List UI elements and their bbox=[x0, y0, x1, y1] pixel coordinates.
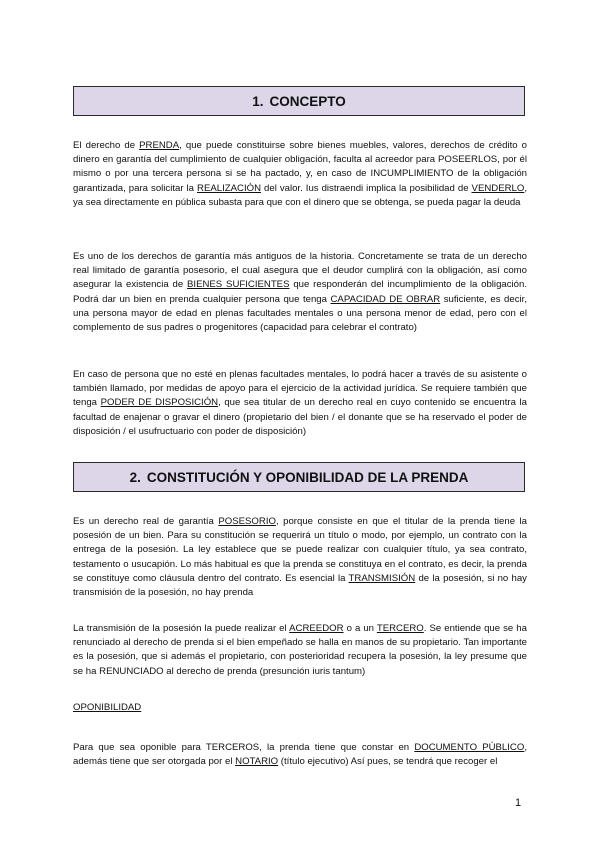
page-number: 1 bbox=[515, 797, 522, 809]
section-2-number: 2. bbox=[129, 469, 141, 485]
underlined-term: BIENES SUFICIENTES bbox=[187, 279, 290, 291]
text-run: de la posesión, si no hay transmisión de la posesión, no hay prenda bbox=[73, 572, 527, 599]
constitution-paragraph-2 bbox=[73, 622, 527, 679]
text-run: , porque consiste en que el titular de la prenda tiene la posesión de un bien. Para su constitución se requerirá un título o modo, por ejemplo, un contrato con la entrega de la posesión. La ley establece que se puede realizar con cualquier título, ya sea contrato, testamento o usucapión. Lo más habitual es que la prenda se constituya en el contrato, es decir, la prenda se constituye como cláusula dentro del contrato. Es esencial la bbox=[73, 516, 527, 584]
underlined-term: REALIZACIÓN bbox=[197, 182, 262, 194]
section-2-heading bbox=[73, 462, 525, 492]
text-run: , ya sea directamente en pública subasta para que con el dinero que se obtenga, se pueda pagar la deuda bbox=[73, 182, 527, 208]
text-run: , además tiene que ser otorgada por el bbox=[73, 742, 527, 768]
underlined-term: CAPACIDAD DE OBRAR bbox=[330, 293, 441, 305]
text-run: Para que sea oponible para TERCEROS, la prenda tiene que constar en bbox=[73, 742, 415, 753]
underlined-term: ACREEDOR bbox=[289, 623, 344, 634]
oponibilidad-subheading: OPONIBILIDAD bbox=[73, 702, 142, 713]
constitution-paragraph-1 bbox=[73, 515, 527, 600]
concept-paragraph-3 bbox=[73, 368, 527, 439]
text-run: , que sea titular de un derecho real en cuyo contenido se encuentra la facultad de enajenar o gravar el dinero (propietario del bien / el donante que se ha reservado el poder de disposición / el usufructuario con poder de disposición) bbox=[73, 397, 527, 437]
text-run: (título ejecutivo) Así pues, se tendrá que recoger el bbox=[278, 756, 498, 768]
underlined-term: NOTARIO bbox=[235, 756, 279, 768]
underlined-term: TRANSMISIÓN bbox=[348, 572, 416, 584]
text-run: suficiente, es decir, una persona mayor de edad en plenas facultades mentales o una persona menor de edad, pero con el complemento de sus padres o progenitores (capacidad para celebrar el contrato) bbox=[73, 293, 527, 334]
section-2-title: CONSTITUCIÓN Y OPONIBILIDAD DE LA PRENDA bbox=[146, 469, 469, 485]
underlined-term: POSESORIO bbox=[218, 516, 276, 527]
text-run: La transmisión de la posesión la puede realizar el bbox=[73, 623, 290, 634]
underlined-term: PODER DE DISPOSICIÓN bbox=[100, 397, 219, 409]
oponibilidad-paragraph bbox=[73, 741, 527, 769]
text-run: El derecho de bbox=[73, 140, 140, 151]
underlined-term: VENDERLO bbox=[471, 182, 525, 194]
text-run: . Se entiende que se ha renunciado al derecho de prenda si el bien empeñado se halla en manos de su propietario. Tan importante es la posesión, que si además el propietario, con posterioridad recupera la posesión, la ley presume que se ha RENUNCIADO al derecho de prenda (presunción iuris tantum) bbox=[73, 623, 527, 677]
text-run: Es un derecho real de garantía bbox=[73, 516, 219, 527]
section-1-title: CONCEPTO bbox=[269, 93, 346, 109]
underlined-term: PRENDA bbox=[139, 140, 180, 151]
text-run: del valor. Ius distraendi implica la posibilidad de bbox=[261, 182, 472, 194]
text-run: , que puede constituirse sobre bienes muebles, valores, derechos de crédito o dinero en garantía del cumplimiento de cualquier obligación, faculta al acreedor para POSEERLOS, por él mismo o por una tercera persona si se ha pactado, y, en caso de INCUMPLIMIENTO de la obligación garantizada, para solicitar la bbox=[73, 140, 528, 194]
underlined-term: TERCERO bbox=[376, 623, 424, 634]
text-run: o a un bbox=[343, 623, 377, 634]
underlined-term: DOCUMENTO PÚBLICO bbox=[414, 742, 525, 753]
text-run: Es uno de los derechos de garantía más antiguos de la historia. Concretamente se trata de un derecho real limitado de garantía posesorio, el cual asegura que el deudor cumplirá con la obligación, así como asegurar la existencia de bbox=[73, 251, 527, 291]
concept-paragraph-1 bbox=[73, 139, 527, 210]
section-1-number: 1. bbox=[252, 93, 264, 109]
concept-paragraph-2 bbox=[73, 250, 527, 335]
text-run: que responderán del incumplimiento de la obligación. Podrá dar un bien en prenda cualquier persona que tenga bbox=[73, 279, 528, 305]
section-1-heading bbox=[73, 86, 525, 116]
text-run: En caso de persona que no esté en plenas facultades mentales, lo podrá hacer a través de su asistente o también llamado, por medidas de apoyo para el ejercicio de la actividad jurídica. Se requiere también que tenga bbox=[73, 369, 527, 409]
